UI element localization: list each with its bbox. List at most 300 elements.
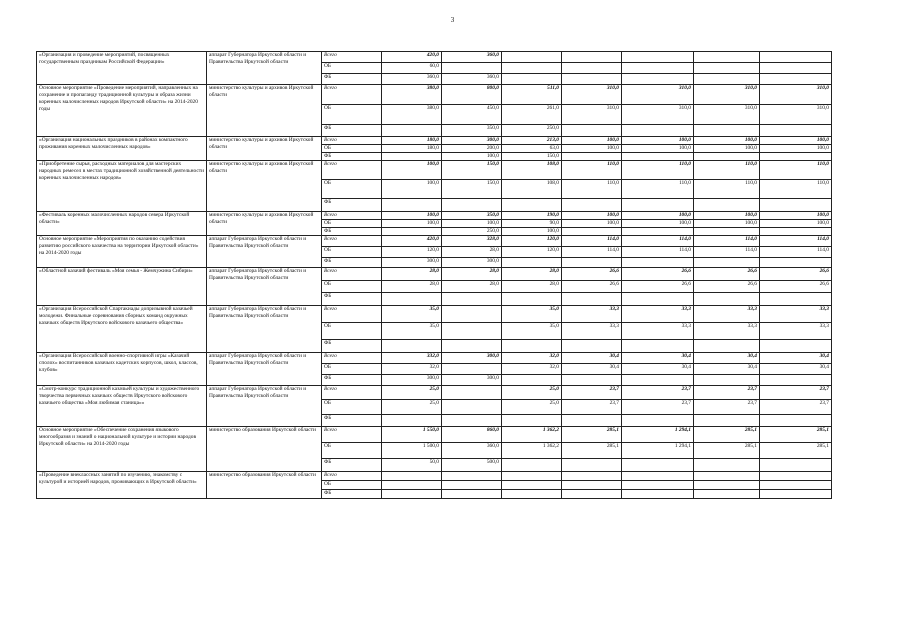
funding-source: Всего — [322, 268, 382, 281]
amount-cell — [622, 258, 694, 268]
amount-cell — [562, 228, 622, 236]
amount-cell — [502, 490, 562, 499]
table-row — [37, 306, 832, 323]
amount-cell: 310,0 — [760, 85, 832, 105]
amount-cell — [562, 125, 622, 137]
funding-source: ОБ — [322, 400, 382, 415]
funding-source: ФБ — [322, 153, 382, 161]
amount-cell: 310,0 — [622, 105, 694, 125]
amount-cell: 100,0 — [382, 220, 442, 228]
amount-cell: 1 294,1 — [622, 443, 694, 459]
amount-cell: 100,0 — [562, 212, 622, 220]
funding-source: Всего — [322, 137, 382, 145]
executor-name: аппарат Губернатора Иркутской области и Правительства Иркутской области — [207, 236, 322, 268]
amount-cell — [694, 375, 760, 386]
amount-cell — [442, 472, 502, 481]
amount-cell: 32,0 — [382, 364, 442, 375]
amount-cell: 32,0 — [502, 353, 562, 364]
activity-name: «Фестиваль коренных малочисленных народов севера Иркутской области» — [37, 212, 207, 236]
amount-cell: 114,0 — [760, 236, 832, 247]
funding-source: Всего — [322, 52, 382, 63]
amount-cell — [622, 375, 694, 386]
amount-cell — [622, 459, 694, 472]
amount-cell: 380,0 — [382, 85, 442, 105]
amount-cell — [562, 472, 622, 481]
amount-cell: 100,0 — [760, 220, 832, 228]
amount-cell — [622, 340, 694, 353]
amount-cell: 114,0 — [760, 247, 832, 258]
executor-name: министерство культуры и архивов Иркутской области — [207, 161, 322, 212]
funding-source: ФБ — [322, 258, 382, 268]
funding-source: ОБ — [322, 443, 382, 459]
amount-cell — [502, 258, 562, 268]
amount-cell: 33,3 — [694, 306, 760, 323]
amount-cell — [382, 125, 442, 137]
amount-cell: 25,0 — [502, 400, 562, 415]
amount-cell — [562, 340, 622, 353]
amount-cell — [562, 375, 622, 386]
amount-cell: 300,0 — [442, 137, 502, 145]
amount-cell — [562, 258, 622, 268]
amount-cell: 33,3 — [562, 306, 622, 323]
amount-cell: 110,0 — [694, 180, 760, 199]
amount-cell — [382, 340, 442, 353]
amount-cell — [442, 481, 502, 490]
amount-cell — [562, 153, 622, 161]
amount-cell: 100,0 — [622, 145, 694, 153]
executor-name: аппарат Губернатора Иркутской области и Правительства Иркутской области — [207, 52, 322, 85]
amount-cell — [760, 52, 832, 63]
amount-cell: 110,0 — [694, 161, 760, 180]
table-row — [37, 353, 832, 364]
amount-cell: 300,0 — [442, 258, 502, 268]
amount-cell: 90,0 — [502, 220, 562, 228]
funding-source: ФБ — [322, 490, 382, 499]
amount-cell — [502, 472, 562, 481]
amount-cell — [442, 306, 502, 323]
amount-cell — [694, 74, 760, 85]
amount-cell: 180,0 — [382, 145, 442, 153]
amount-cell: 108,0 — [502, 180, 562, 199]
amount-cell: 310,0 — [562, 85, 622, 105]
amount-cell: 100,0 — [562, 137, 622, 145]
amount-cell: 310,0 — [694, 105, 760, 125]
funding-source: ОБ — [322, 220, 382, 228]
amount-cell: 110,0 — [622, 161, 694, 180]
amount-cell: 285,1 — [562, 427, 622, 443]
amount-cell: 114,0 — [694, 236, 760, 247]
amount-cell: 100,0 — [382, 212, 442, 220]
amount-cell — [442, 386, 502, 400]
amount-cell — [622, 472, 694, 481]
amount-cell: 26,6 — [694, 268, 760, 281]
amount-cell — [760, 125, 832, 137]
amount-cell: 100,0 — [760, 212, 832, 220]
amount-cell: 23,7 — [694, 386, 760, 400]
amount-cell: 100,0 — [694, 220, 760, 228]
amount-cell: 300,0 — [442, 353, 502, 364]
amount-cell: 380,0 — [382, 105, 442, 125]
amount-cell: 360,0 — [442, 52, 502, 63]
amount-cell: 213,0 — [502, 137, 562, 145]
amount-cell: 114,0 — [622, 236, 694, 247]
amount-cell: 100,0 — [502, 228, 562, 236]
amount-cell: 1 362,2 — [502, 427, 562, 443]
amount-cell — [760, 293, 832, 306]
amount-cell: 26,6 — [562, 268, 622, 281]
amount-cell: 26,6 — [760, 281, 832, 293]
amount-cell: 28,0 — [502, 268, 562, 281]
activity-name: «Организация национальных праздников в районах компактного проживания коренных малочисленных народов» — [37, 137, 207, 161]
table-row — [37, 85, 832, 105]
amount-cell: 100,0 — [694, 145, 760, 153]
amount-cell: 250,0 — [502, 125, 562, 137]
funding-source: ОБ — [322, 180, 382, 199]
amount-cell: 33,3 — [760, 323, 832, 340]
executor-name: министерство культуры и архивов Иркутской области — [207, 212, 322, 236]
executor-name: министерство культуры и архивов Иркутской области — [207, 137, 322, 161]
table-row — [37, 212, 832, 220]
amount-cell — [442, 293, 502, 306]
amount-cell: 110,0 — [562, 180, 622, 199]
amount-cell — [694, 293, 760, 306]
amount-cell: 100,0 — [622, 137, 694, 145]
amount-cell — [694, 415, 760, 427]
amount-cell — [502, 340, 562, 353]
amount-cell: 420,0 — [382, 236, 442, 247]
amount-cell — [502, 52, 562, 63]
amount-cell — [562, 199, 622, 212]
activity-name: Основное мероприятие «Мероприятия по оказанию содействия развитию российского казачества на территории Иркутской области» на 2014-2020 годы — [37, 236, 207, 268]
amount-cell: 26,6 — [622, 268, 694, 281]
amount-cell: 285,1 — [694, 427, 760, 443]
amount-cell — [382, 228, 442, 236]
amount-cell: 33,3 — [694, 323, 760, 340]
amount-cell: 30,4 — [694, 353, 760, 364]
table-row — [37, 386, 832, 400]
amount-cell: 28,0 — [442, 247, 502, 258]
table-row — [37, 236, 832, 247]
amount-cell: 1 362,2 — [502, 443, 562, 459]
amount-cell — [622, 63, 694, 74]
amount-cell — [562, 63, 622, 74]
amount-cell: 200,0 — [442, 145, 502, 153]
amount-cell: 800,0 — [442, 85, 502, 105]
amount-cell — [622, 490, 694, 499]
amount-cell: 332,0 — [382, 353, 442, 364]
amount-cell — [382, 490, 442, 499]
amount-cell: 100,0 — [622, 220, 694, 228]
amount-cell — [622, 199, 694, 212]
amount-cell — [562, 481, 622, 490]
amount-cell — [760, 472, 832, 481]
amount-cell: 110,0 — [562, 161, 622, 180]
amount-cell — [694, 340, 760, 353]
amount-cell — [442, 340, 502, 353]
amount-cell: 350,0 — [442, 212, 502, 220]
amount-cell — [562, 293, 622, 306]
activity-name: «Приобретение сырья, расходных материалов для мастерских народных ремесел в местах традиционной хозяйственной деятельности коренных малочисленных народов» — [37, 161, 207, 212]
amount-cell — [694, 63, 760, 74]
amount-cell: 28,0 — [382, 281, 442, 293]
amount-cell: 33,3 — [622, 306, 694, 323]
funding-source: Всего — [322, 85, 382, 105]
amount-cell: 310,0 — [562, 105, 622, 125]
amount-cell — [622, 153, 694, 161]
funding-source: ФБ — [322, 125, 382, 137]
funding-source: Всего — [322, 161, 382, 180]
amount-cell — [442, 63, 502, 74]
amount-cell — [622, 52, 694, 63]
amount-cell: 28,0 — [502, 281, 562, 293]
amount-cell: 25,0 — [502, 386, 562, 400]
amount-cell: 300,0 — [442, 375, 502, 386]
funding-source: ФБ — [322, 199, 382, 212]
amount-cell: 30,4 — [562, 353, 622, 364]
amount-cell — [760, 459, 832, 472]
funding-source: ОБ — [322, 145, 382, 153]
activity-name: «Организация Всероссийской военно-спортивной игры «Казачий сполох» воспитанников казачьих кадетских корпусов, школ, классов, клубов» — [37, 353, 207, 386]
amount-cell — [502, 459, 562, 472]
amount-cell: 300,0 — [382, 258, 442, 268]
amount-cell: 310,0 — [694, 85, 760, 105]
funding-source: ФБ — [322, 340, 382, 353]
amount-cell — [694, 490, 760, 499]
amount-cell: 26,6 — [760, 268, 832, 281]
page-number: 3 — [450, 16, 455, 24]
amount-cell — [760, 74, 832, 85]
amount-cell: 360,0 — [382, 74, 442, 85]
amount-cell — [562, 52, 622, 63]
amount-cell — [442, 323, 502, 340]
amount-cell — [622, 74, 694, 85]
amount-cell — [760, 199, 832, 212]
amount-cell: 28,0 — [382, 268, 442, 281]
amount-cell: 23,7 — [562, 400, 622, 415]
amount-cell: 100,0 — [622, 212, 694, 220]
amount-cell: 285,1 — [562, 443, 622, 459]
amount-cell — [760, 375, 832, 386]
funding-source: ОБ — [322, 105, 382, 125]
executor-name: аппарат Губернатора Иркутской области и Правительства Иркутской области — [207, 353, 322, 386]
amount-cell: 100,0 — [562, 220, 622, 228]
funding-source: ФБ — [322, 74, 382, 85]
amount-cell — [694, 258, 760, 268]
amount-cell — [694, 52, 760, 63]
amount-cell: 100,0 — [760, 137, 832, 145]
amount-cell: 26,6 — [562, 281, 622, 293]
amount-cell — [502, 63, 562, 74]
table-row — [37, 268, 832, 281]
amount-cell — [694, 459, 760, 472]
amount-cell — [382, 199, 442, 212]
amount-cell: 35,0 — [382, 323, 442, 340]
amount-cell — [760, 228, 832, 236]
executor-name: министерство культуры и архивов Иркутской области — [207, 85, 322, 137]
amount-cell: 120,0 — [382, 247, 442, 258]
executor-name: аппарат Губернатора Иркутской области и Правительства Иркутской области — [207, 386, 322, 427]
activity-name: «Организация Всероссийской Спартакиады допризывной казачьей молодежи. Финальные соревнования сборных команд окружных казачьих обществ Иркутского войскового казачьего общества» — [37, 306, 207, 353]
amount-cell: 33,3 — [760, 306, 832, 323]
amount-cell — [760, 153, 832, 161]
funding-source: ФБ — [322, 293, 382, 306]
amount-cell — [502, 199, 562, 212]
amount-cell — [694, 472, 760, 481]
amount-cell: 23,7 — [760, 400, 832, 415]
amount-cell — [622, 415, 694, 427]
amount-cell — [442, 400, 502, 415]
amount-cell — [562, 415, 622, 427]
amount-cell — [382, 472, 442, 481]
amount-cell: 35,0 — [382, 306, 442, 323]
amount-cell: 860,0 — [442, 427, 502, 443]
amount-cell: 110,0 — [760, 161, 832, 180]
amount-cell — [622, 481, 694, 490]
executor-name: аппарат Губернатора Иркутской области и Правительства Иркутской области — [207, 268, 322, 306]
amount-cell — [760, 490, 832, 499]
amount-cell — [760, 63, 832, 74]
amount-cell: 100,0 — [562, 145, 622, 153]
amount-cell: 350,0 — [442, 125, 502, 137]
amount-cell — [502, 375, 562, 386]
amount-cell — [622, 293, 694, 306]
funding-source: Всего — [322, 353, 382, 364]
budget-table-body — [37, 52, 832, 499]
amount-cell: 25,0 — [382, 400, 442, 415]
amount-cell — [442, 490, 502, 499]
amount-cell: 360,0 — [442, 443, 502, 459]
amount-cell: 100,0 — [442, 220, 502, 228]
amount-cell — [622, 228, 694, 236]
amount-cell: 23,7 — [622, 386, 694, 400]
amount-cell — [694, 125, 760, 137]
amount-cell: 360,0 — [442, 74, 502, 85]
amount-cell: 28,0 — [442, 268, 502, 281]
amount-cell: 26,6 — [622, 281, 694, 293]
table-row — [37, 161, 832, 180]
amount-cell: 33,3 — [562, 323, 622, 340]
funding-source: Всего — [322, 306, 382, 323]
amount-cell: 114,0 — [562, 236, 622, 247]
funding-source: ОБ — [322, 63, 382, 74]
amount-cell: 30,4 — [622, 353, 694, 364]
amount-cell: 310,0 — [760, 105, 832, 125]
funding-source: ФБ — [322, 375, 382, 386]
amount-cell: 190,0 — [502, 212, 562, 220]
funding-source: ОБ — [322, 481, 382, 490]
funding-source: ФБ — [322, 228, 382, 236]
amount-cell: 33,3 — [622, 323, 694, 340]
funding-source: ОБ — [322, 281, 382, 293]
funding-source: Всего — [322, 386, 382, 400]
budget-table — [36, 51, 832, 499]
funding-source: ФБ — [322, 415, 382, 427]
funding-source: Всего — [322, 472, 382, 481]
amount-cell: 100,0 — [694, 137, 760, 145]
amount-cell: 261,0 — [502, 105, 562, 125]
amount-cell — [760, 258, 832, 268]
funding-source: ОБ — [322, 323, 382, 340]
executor-name: аппарат Губернатора Иркутской области и Правительства Иркутской области — [207, 306, 322, 353]
amount-cell: 285,1 — [760, 427, 832, 443]
amount-cell: 100,0 — [442, 153, 502, 161]
amount-cell: 120,0 — [502, 247, 562, 258]
amount-cell: 500,0 — [442, 459, 502, 472]
amount-cell: 23,7 — [622, 400, 694, 415]
amount-cell: 511,0 — [502, 85, 562, 105]
amount-cell — [694, 153, 760, 161]
amount-cell: 114,0 — [622, 247, 694, 258]
amount-cell — [694, 199, 760, 212]
funding-source: ФБ — [322, 459, 382, 472]
amount-cell: 120,0 — [502, 236, 562, 247]
amount-cell: 285,1 — [694, 443, 760, 459]
amount-cell: 114,0 — [694, 247, 760, 258]
funding-source: ОБ — [322, 364, 382, 375]
amount-cell: 285,1 — [760, 443, 832, 459]
amount-cell: 30,4 — [562, 364, 622, 375]
amount-cell: 300,0 — [382, 375, 442, 386]
activity-name: «Областной казачий фестиваль «Моя семья - Жемчужина Сибири» — [37, 268, 207, 306]
amount-cell: 450,0 — [442, 105, 502, 125]
activity-name: «Проведение внеклассных занятий по изучению, знакомству с культурой и историей народов, проживающих в Иркутской области» — [37, 472, 207, 499]
amount-cell — [382, 415, 442, 427]
table-row — [37, 427, 832, 443]
amount-cell — [442, 364, 502, 375]
amount-cell: 30,4 — [622, 364, 694, 375]
amount-cell: 150,0 — [442, 161, 502, 180]
amount-cell — [502, 481, 562, 490]
amount-cell: 23,7 — [562, 386, 622, 400]
amount-cell: 26,6 — [694, 281, 760, 293]
amount-cell: 32,0 — [502, 364, 562, 375]
funding-source: Всего — [322, 236, 382, 247]
amount-cell: 100,0 — [382, 180, 442, 199]
amount-cell: 1 550,0 — [382, 427, 442, 443]
amount-cell: 50,0 — [382, 459, 442, 472]
amount-cell — [694, 228, 760, 236]
amount-cell: 310,0 — [622, 85, 694, 105]
amount-cell: 100,0 — [694, 212, 760, 220]
amount-cell: 114,0 — [562, 247, 622, 258]
amount-cell — [442, 199, 502, 212]
amount-cell: 180,0 — [382, 137, 442, 145]
amount-cell — [760, 340, 832, 353]
amount-cell: 1 294,1 — [622, 427, 694, 443]
amount-cell — [760, 481, 832, 490]
amount-cell: 108,0 — [502, 161, 562, 180]
funding-source: Всего — [322, 212, 382, 220]
amount-cell — [502, 74, 562, 85]
amount-cell: 150,0 — [442, 180, 502, 199]
amount-cell: 25,0 — [382, 386, 442, 400]
amount-cell: 30,4 — [694, 364, 760, 375]
activity-name: Основное мероприятие «Проведение мероприятий, направленных на сохранение и пропаганду традиционной культуры и образа жизни коренных малочисленных народов Иркутской области» на 2014-2020 годы — [37, 85, 207, 137]
amount-cell: 23,7 — [760, 386, 832, 400]
amount-cell: 63,0 — [502, 145, 562, 153]
amount-cell — [382, 153, 442, 161]
amount-cell: 420,0 — [382, 52, 442, 63]
amount-cell — [562, 490, 622, 499]
amount-cell: 110,0 — [622, 180, 694, 199]
amount-cell — [562, 74, 622, 85]
amount-cell — [694, 481, 760, 490]
amount-cell: 35,0 — [502, 323, 562, 340]
amount-cell — [502, 415, 562, 427]
funding-source: Всего — [322, 427, 382, 443]
amount-cell: 1 500,0 — [382, 443, 442, 459]
executor-name: министерство образования Иркутской области — [207, 427, 322, 472]
